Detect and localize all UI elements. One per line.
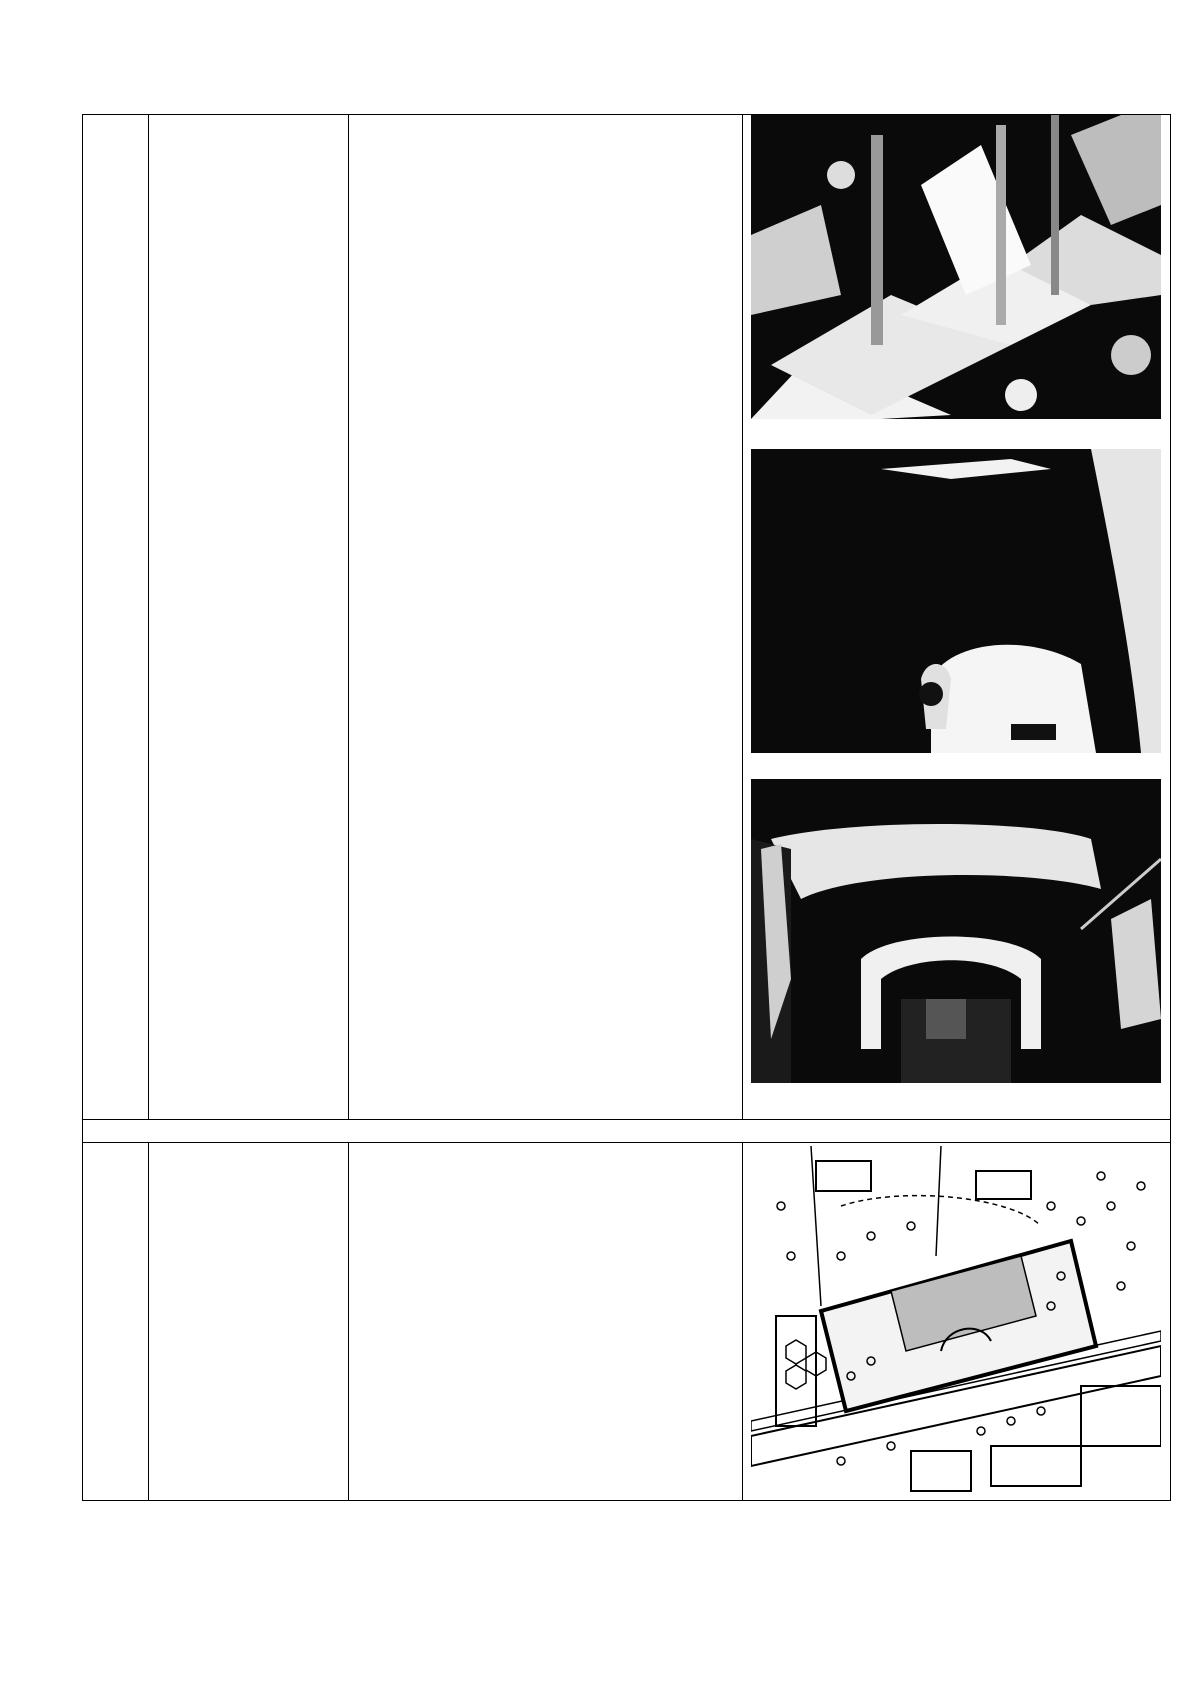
number-cell [83,115,149,1120]
photo-vaulted-ceiling [751,449,1161,753]
section-title [83,1120,1171,1143]
photo-staircase [751,115,1161,419]
number-cell [83,1143,149,1501]
section-header-row [83,1120,1171,1143]
site-map [751,1146,1161,1494]
photo-corridor [751,779,1161,1083]
name-cell [149,1143,349,1501]
name-cell [149,115,349,1120]
description-cell [349,1143,743,1501]
monument-table [82,114,1171,1501]
table-row [83,115,1171,1120]
map-cell [743,1143,1171,1501]
table-row [83,1143,1171,1501]
description-cell [349,115,743,1120]
photo-cell [743,115,1171,1120]
